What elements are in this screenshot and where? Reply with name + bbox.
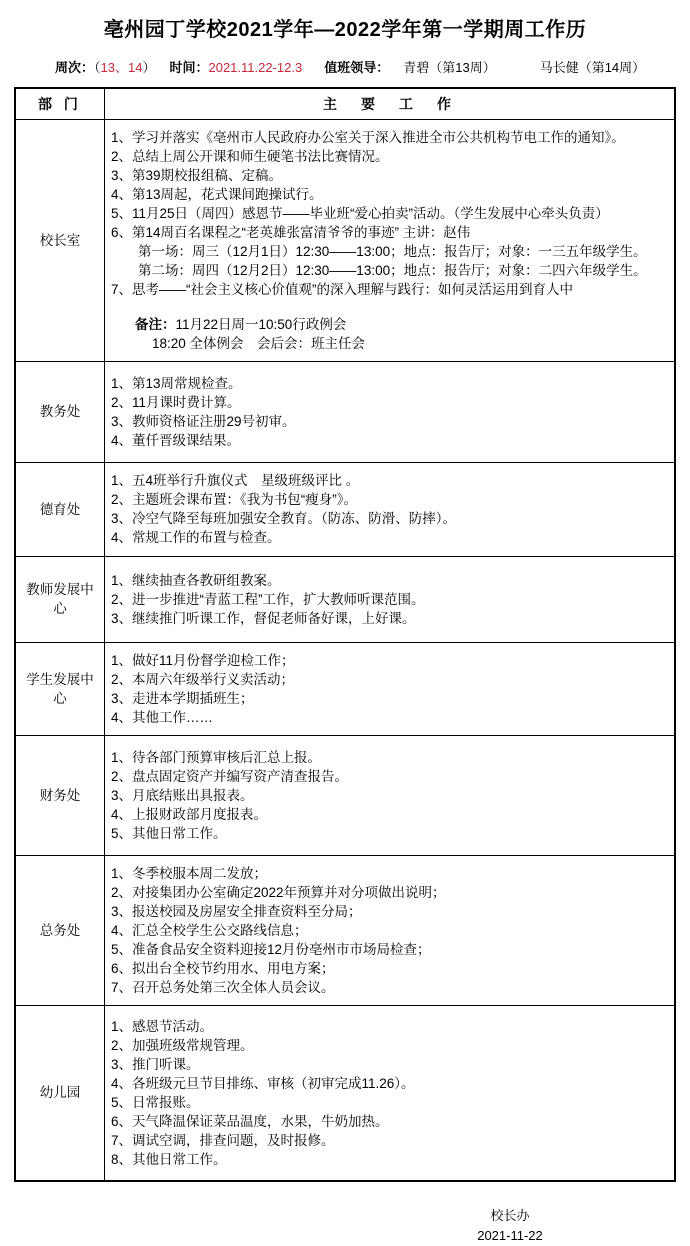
week-value: 13、14 (100, 60, 143, 75)
department-cell: 校长室 (15, 119, 105, 361)
department-cell: 德育处 (15, 462, 105, 556)
work-item: 4、第13周起，花式课间跑操试行。 (111, 186, 323, 202)
department-cell: 教师发展中心 (15, 556, 105, 642)
work-item: 4、各班级元旦节目排练、审核（初审完成11.26）。 (111, 1075, 415, 1091)
work-item: 7、思考——“社会主义核心价值观”的深入理解与践行：如何灵活运用到育人中 (111, 281, 573, 297)
work-item: 2、主题班会课布置：《我为书包“瘦身”》。 (111, 492, 357, 507)
department-cell: 幼儿园 (15, 1005, 105, 1181)
column-header-department: 部 门 (15, 88, 105, 119)
work-cell (105, 462, 676, 556)
work-item: 2、本周六年级举行义卖活动； (111, 671, 295, 687)
table-row (15, 642, 675, 735)
work-item: 1、待各部门预算审核后汇总上报。 (111, 749, 322, 765)
work-item: 6、天气降温保证菜品温度，水果，牛奶加热。 (111, 1113, 389, 1129)
duty-leader-week14: 马长健（第14周） (539, 60, 646, 75)
work-item: 4、常规工作的布置与检查。 (111, 530, 281, 545)
work-item: 4、汇总全校学生公交路线信息； (111, 922, 308, 938)
work-item: 5、其他日常工作。 (111, 825, 227, 841)
work-item: 7、调试空调，排查问题，及时报修。 (111, 1132, 335, 1148)
table-row (15, 462, 675, 556)
work-cell (105, 642, 676, 735)
work-item: 2、盘点固定资产并编写资产清查报告。 (111, 768, 349, 784)
note: 备注：11月22日周一10:50行政例会 (135, 316, 347, 332)
work-item: 2、加强班级常规管理。 (111, 1037, 254, 1053)
duty-leader-week13: 青碧（第13周） (403, 60, 496, 75)
weekly-work-table (14, 87, 676, 1182)
work-item: 3、月底结账出具报表。 (111, 787, 254, 803)
work-item: 5、日常报账。 (111, 1094, 200, 1110)
week-paren-close: ） (142, 60, 156, 75)
work-item: 1、冬季校服本周二发放； (111, 865, 268, 881)
department-cell: 总务处 (15, 855, 105, 1005)
work-item: 4、董仟晋级课结果。 (111, 432, 241, 448)
table-row (15, 556, 675, 642)
week-paren-open: （ (94, 60, 101, 75)
table-row (15, 119, 675, 361)
work-item: 6、第14周百名课程之“老英雄张富清爷爷的事迹” 主讲：赵伟 (111, 224, 471, 240)
work-item: 3、推门听课。 (111, 1056, 200, 1072)
work-item: 2、进一步推进“青蓝工程”工作，扩大教师听课范围。 (111, 591, 425, 607)
table-row (15, 1005, 675, 1181)
work-item: 2、对接集团办公室确定2022年预算并对分项做出说明； (111, 884, 446, 900)
department-cell: 学生发展中心 (15, 642, 105, 735)
page-title: 亳州园丁学校2021学年—2022学年第一学期周工作历 (103, 19, 587, 41)
work-item: 7、召开总务处第三次全体人员会议。 (111, 979, 335, 995)
work-item: 3、教师资格证注册29号初审。 (111, 413, 296, 429)
work-item: 3、第39期校报组稿、定稿。 (111, 167, 283, 183)
work-cell (105, 855, 676, 1005)
info-line (55, 57, 690, 76)
table-row (15, 855, 675, 1005)
work-item: 3、继续推门听课工作，督促老师备好课，上好课。 (111, 610, 416, 626)
work-item: 第二场：周四（12月2日）12:30——13:00；地点：报告厅；对象：二四六年级学生。 (111, 262, 647, 278)
work-cell (105, 735, 676, 855)
department-cell: 教务处 (15, 361, 105, 462)
work-item: 1、学习并落实《亳州市人民政府办公室关于深入推进全市公共机构节电工作的通知》。 (111, 129, 625, 145)
work-item: 4、上报财政部月度报表。 (111, 806, 268, 822)
footer (330, 1206, 690, 1246)
work-item: 2、11月课时费计算。 (111, 394, 241, 410)
table-row (15, 361, 675, 462)
time-label: 时间： (169, 60, 209, 75)
time-value: 2021.11.22-12.3 (208, 60, 303, 75)
work-cell (105, 556, 676, 642)
duty-leader-label: 值班领导： (324, 60, 390, 75)
work-item: 2、总结上周公开课和师生硬笔书法比赛情况。 (111, 148, 389, 164)
work-item: 第一场：周三（12月1日）12:30——13:00；地点：报告厅；对象：一三五年级学生。 (111, 243, 647, 259)
column-header-main-work: 主 要 工 作 (105, 88, 676, 119)
work-item: 5、11月25日（周四）感恩节——毕业班“爱心拍卖”活动。（学生发展中心牵头负责） (111, 205, 609, 221)
work-item: 6、拟出台全校节约用水、用电方案； (111, 960, 335, 976)
work-item: 8、其他日常工作。 (111, 1151, 227, 1167)
work-item: 3、冷空气降至每班加强安全教育。（防冻、防滑、防摔）。 (111, 511, 457, 526)
work-cell (105, 119, 676, 361)
table-row (15, 735, 675, 855)
work-item: 1、继续抽查各教研组教案。 (111, 572, 281, 588)
work-item: 1、感恩节活动。 (111, 1018, 214, 1034)
work-table-body (15, 119, 675, 1181)
work-item: 5、准备食品安全资料迎接12月份亳州市市场局检查； (111, 941, 431, 957)
work-item: 4、其他工作…… (111, 709, 214, 725)
note-label: 备注： (135, 316, 176, 332)
work-cell (105, 1005, 676, 1181)
work-item: 3、走进本学期插班生； (111, 690, 254, 706)
footer-date: 2021-11-22 (477, 1228, 543, 1243)
week-label: 周次： (55, 60, 95, 75)
work-item: 3、报送校园及房屋安全排查资料至分局； (111, 903, 362, 919)
table-header (15, 88, 675, 119)
work-cell (105, 361, 676, 462)
work-item: 1、做好11月份督学迎检工作； (111, 652, 295, 668)
department-cell: 财务处 (15, 735, 105, 855)
work-item: 1、五4班举行升旗仪式 星级班级评比 。 (111, 473, 360, 488)
work-item: 1、第13周常规检查。 (111, 375, 242, 391)
footer-signed-by: 校长办 (490, 1208, 530, 1223)
note-line2: 18:20 全体例会 会后会：班主任会 (152, 335, 366, 351)
